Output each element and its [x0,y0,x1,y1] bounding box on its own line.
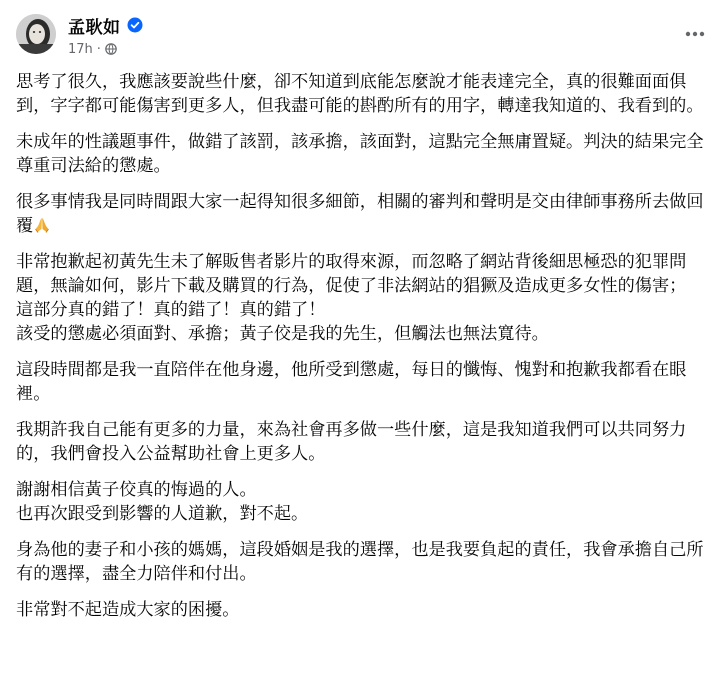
pray-emoji-icon [33,216,51,234]
verified-badge-icon [127,17,143,33]
post-paragraph: 謝謝相信黃子佼真的悔過的人。 [16,480,257,500]
post-paragraph: 身為他的妻子和小孩的媽媽，這段婚姻是我的選擇，也是我要負起的責任，我會承擔自己所有的選擇，盡全力陪伴和付出。 [16,540,704,584]
post-body [16,70,716,634]
post-paragraph: 這段時間都是我一直陪伴在他身邊，他所受到懲處，每日的懺悔、愧對和抱歉我都看在眼裡。 [16,360,687,404]
avatar-photo-icon [16,14,56,54]
post-paragraph: 該受的懲處必須面對、承擔；黃子佼是我的先生，但觸法也無法寬待。 [16,324,549,344]
post-paragraph: 我期許我自己能有更多的力量，來為社會再多做一些什麼，這是我知道我們可以共同努力的，我們會投入公益幫助社會上更多人。 [16,420,687,464]
more-horizontal-icon [685,31,705,37]
post-meta [68,40,117,58]
post-timestamp[interactable]: 17h [68,41,93,57]
meta-separator: · [96,41,101,57]
avatar[interactable] [16,14,56,54]
more-options-button[interactable] [677,22,713,46]
post-paragraph-text: 很多事情我是同時間跟大家一起得知很多細節，相關的審判和聲明是交由律師事務所去做回覆 [16,192,704,236]
post-paragraph: 也再次跟受到影響的人道歉，對不起。 [16,504,309,524]
author-line [68,14,143,36]
post-paragraph: 未成年的性議題事件，做錯了該罰，該承擔，該面對，這點完全無庸置疑。判決的結果完全尊重司法給的懲處。 [16,132,704,176]
post-paragraph: 思考了很久，我應該要說些什麼，卻不知道到底能怎麼說才能表達完全，真的很難面面俱到，字字都可能傷害到更多人，但我盡可能的斟酌所有的用字，轉達我知道的、我看到的。 [16,72,704,116]
post-paragraph-with-emoji [16,190,716,238]
post-paragraph: 這部分真的錯了！真的錯了！真的錯了！ [16,300,326,320]
author-name[interactable]: 孟耿如 [68,17,121,38]
post-paragraph: 非常對不起造成大家的困擾。 [16,600,240,620]
post-header [0,0,727,68]
post-paragraph: 非常抱歉起初黃先生未了解販售者影片的取得來源，而忽略了網站背後細思極恐的犯罪問題，無論如何，影片下載及購買的行為，促使了非法網站的猖獗及造成更多女性的傷害； [16,252,687,296]
globe-icon[interactable] [105,43,117,55]
